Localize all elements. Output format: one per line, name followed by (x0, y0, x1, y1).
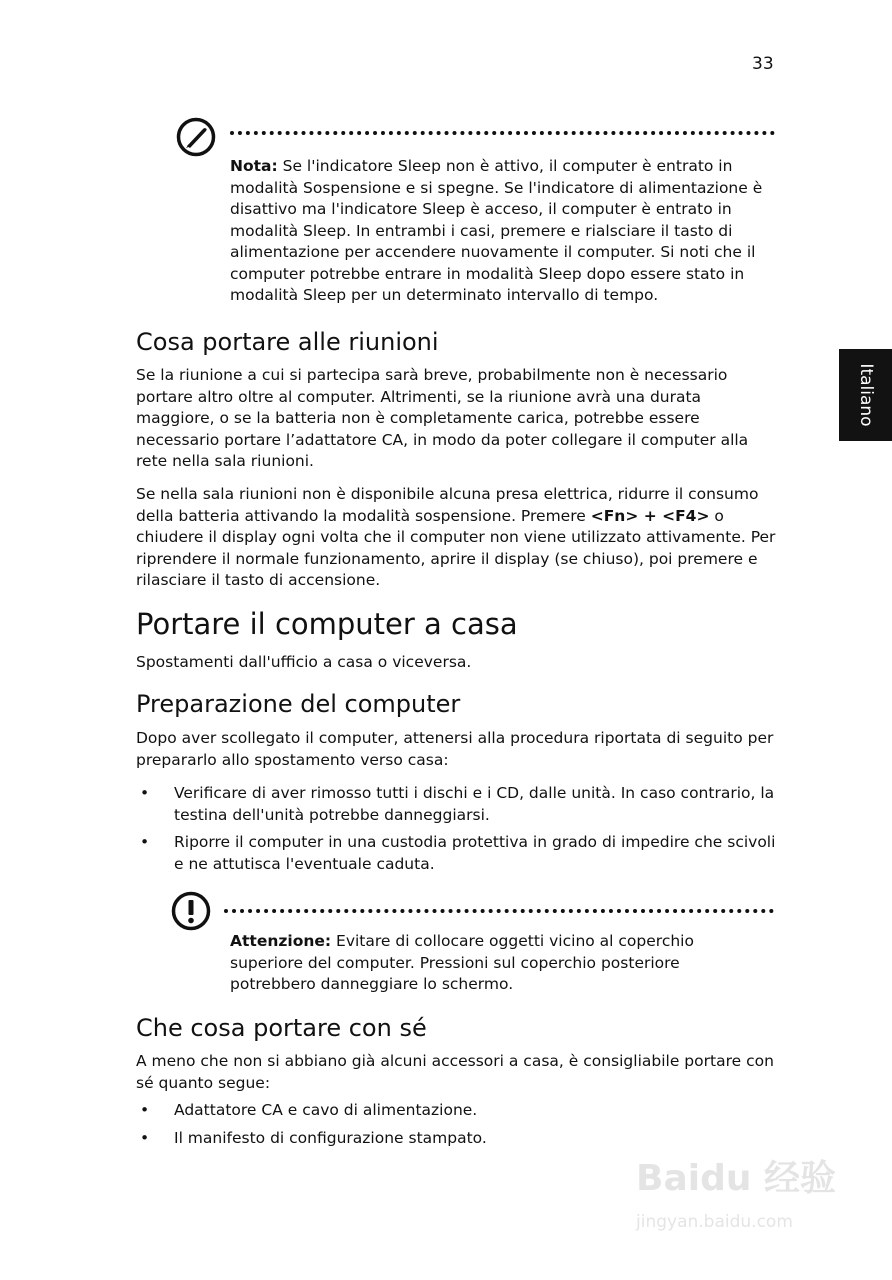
bullet-icon: • (140, 1101, 150, 1119)
meetings-paragraph-1: Se la riunione a cui si partecipa sarà breve, probabilmente non è necessario portare altro oltre al computer. Altrimenti, se la riunione avrà una durata maggiore, o se la batteria non è completamente carica, potrebbe essere necessario portare l’adattatore CA, in modo da poter collegare il computer alla rete nella sala riunioni. (136, 366, 749, 470)
list-item-text: Il manifesto di configurazione stampato. (174, 1129, 487, 1147)
heading-home: Portare il computer a casa (136, 607, 518, 641)
prepare-intro: Dopo aver scollegato il computer, attenersi alla procedura riportata di seguito per prepararlo allo spostamento verso casa: (136, 729, 774, 769)
warning-icon (171, 891, 211, 931)
bring-intro: A meno che non si abbiano già alcuni accessori a casa, è consigliabile portare con sé quanto segue: (136, 1052, 774, 1092)
note-text: Se l'indicatore Sleep non è attivo, il computer è entrato in modalità Sospensione e si spegne. Se l'indicatore di alimentazione è disattivo ma l'indicatore Sleep è acceso, il computer è entrato in modalità Sleep. In entrambi i casi, premere e rialsciare il tasto di alimentazione per accendere nuovamente il computer. Si noti che il computer potrebbe entrare in modalità Sleep dopo essere stato in modalità Sleep per un determinato intervallo di tempo. (230, 157, 763, 304)
note-box (230, 156, 770, 307)
note-pen-icon (176, 117, 216, 157)
language-tab (839, 349, 892, 441)
warning-text: Evitare di collocare oggetti vicino al coperchio superiore del computer. Pressioni sul coperchio posteriore potrebbero danneggiare lo schermo. (230, 932, 694, 993)
language-tab-label: Italiano (855, 363, 876, 427)
warning-label: Attenzione: (230, 932, 332, 950)
list-item-text: Verificare di aver rimosso tutti i dischi e i CD, dalle unità. In caso contrario, la testina dell'unità potrebbe danneggiarsi. (174, 784, 775, 824)
warning-box (230, 931, 770, 996)
key-combo: <Fn> + <F4> (590, 506, 710, 525)
heading-bring: Che cosa portare con sé (136, 1014, 427, 1042)
watermark-url: jingyan.baidu.com (636, 1212, 793, 1232)
meetings-paragraph-2-start: Se nella sala riunioni non è disponibile alcuna presa elettrica, ridurre il consumo della batteria attivando la modalità sospensione. Premere (136, 485, 759, 525)
page-number: 33 (752, 54, 774, 74)
meetings-paragraph-2 (136, 484, 776, 592)
bullet-icon: • (140, 833, 150, 851)
list-item-text: Adattatore CA e cavo di alimentazione. (174, 1101, 478, 1119)
bullet-icon: • (140, 1129, 150, 1147)
watermark (636, 1150, 846, 1250)
warning-divider (224, 909, 774, 913)
home-intro: Spostamenti dall'ufficio a casa o viceversa. (136, 653, 472, 671)
note-label: Nota: (230, 157, 278, 175)
watermark-logo: Baidu 经验 (636, 1158, 837, 1199)
meetings-paragraph-2-end: o chiudere il display ogni volta che il computer non viene utilizzato attivamente. Per riprendere il normale funzionamento, aprire il display (se chiuso), poi premere e rilasciare il tasto di accensione. (136, 506, 776, 589)
heading-meetings: Cosa portare alle riunioni (136, 328, 439, 356)
list-item-text: Riporre il computer in una custodia protettiva in grado di impedire che scivoli e ne attutisca l'eventuale caduta. (174, 833, 776, 873)
bullet-icon: • (140, 784, 150, 802)
note-divider (230, 131, 775, 135)
heading-prepare: Preparazione del computer (136, 690, 461, 718)
